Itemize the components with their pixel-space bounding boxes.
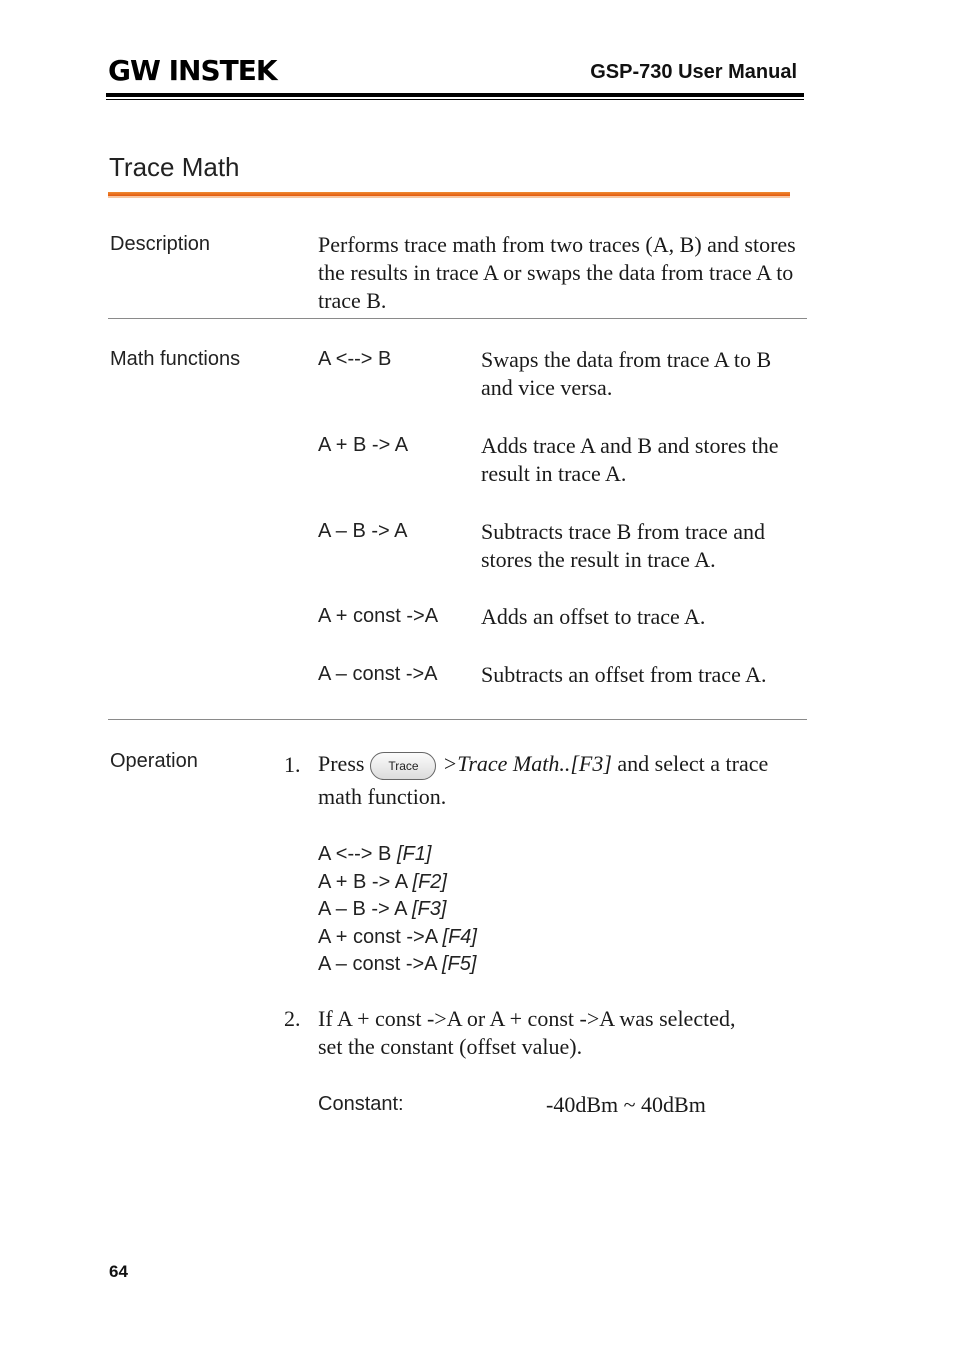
header-rule [106,93,804,97]
description-text: Performs trace math from two traces (A, B) and stores the results in trace A or swaps the data from trace A to trace B. [318,232,796,313]
header-rule-thin [106,99,804,100]
function-description: Subtracts an offset from trace A. [481,662,767,687]
divider [108,719,807,720]
option-key: [F3] [411,898,447,920]
divider [108,318,807,319]
option-name: A + const ->A [318,925,437,948]
function-description: Adds trace A and B and stores the result in trace A. [481,433,779,486]
brand-logo-text: GW INSTEK [108,54,277,84]
option-key: [F4] [442,925,477,948]
option-key: [F1] [396,843,432,865]
math-functions-label: Math functions [110,348,241,370]
option-name: A – const ->A [318,953,437,975]
function-description: Swaps the data from trace A to B and vice versa. [481,347,772,400]
constant-range: -40dBm ~ 40dBm [546,1092,706,1117]
step-1-menu-path: >Trace Math..[F3] [442,751,612,776]
option-line [318,841,431,869]
page-number: 64 [109,1262,128,1281]
function-name: A <--> B [318,348,392,370]
option-name: A + B -> A [318,870,407,893]
description-label: Description [110,233,211,255]
trace-key-button: Trace [370,752,436,780]
function-description: Subtracts trace B from trace and stores the result in trace A. [481,519,766,572]
step-1-rest: and select a trace [617,751,769,776]
step-2-line-1: If A + const ->A or A + const ->A was selected, [318,1006,736,1031]
option-line [318,951,476,979]
manual-title: GSP-730 User Manual [590,61,797,83]
step-1-press: Press [318,751,365,776]
function-name: A + B -> A [318,434,409,456]
function-name: A – B -> A [318,520,408,542]
operation-label: Operation [110,750,198,772]
option-name: A <--> B [318,843,392,865]
section-title: Trace Math [109,152,240,182]
option-line [318,924,477,952]
step-number: 2. [284,1006,301,1031]
function-description: Adds an offset to trace A. [481,604,706,629]
brand-logo [108,54,280,84]
function-name: A + const ->A [318,605,439,627]
option-name: A – B -> A [318,898,407,920]
step-2-line-2: set the constant (offset value). [318,1034,583,1059]
option-line [318,869,447,897]
step-1-line-2: math function. [318,784,447,809]
constant-label: Constant: [318,1093,404,1115]
step-1-line-1 [318,750,768,780]
option-line [318,896,446,924]
step-number: 1. [284,752,301,777]
option-key: [F5] [441,953,477,975]
section-underline-shadow [108,196,790,198]
option-key: [F2] [412,870,447,893]
function-name: A – const ->A [318,663,438,685]
